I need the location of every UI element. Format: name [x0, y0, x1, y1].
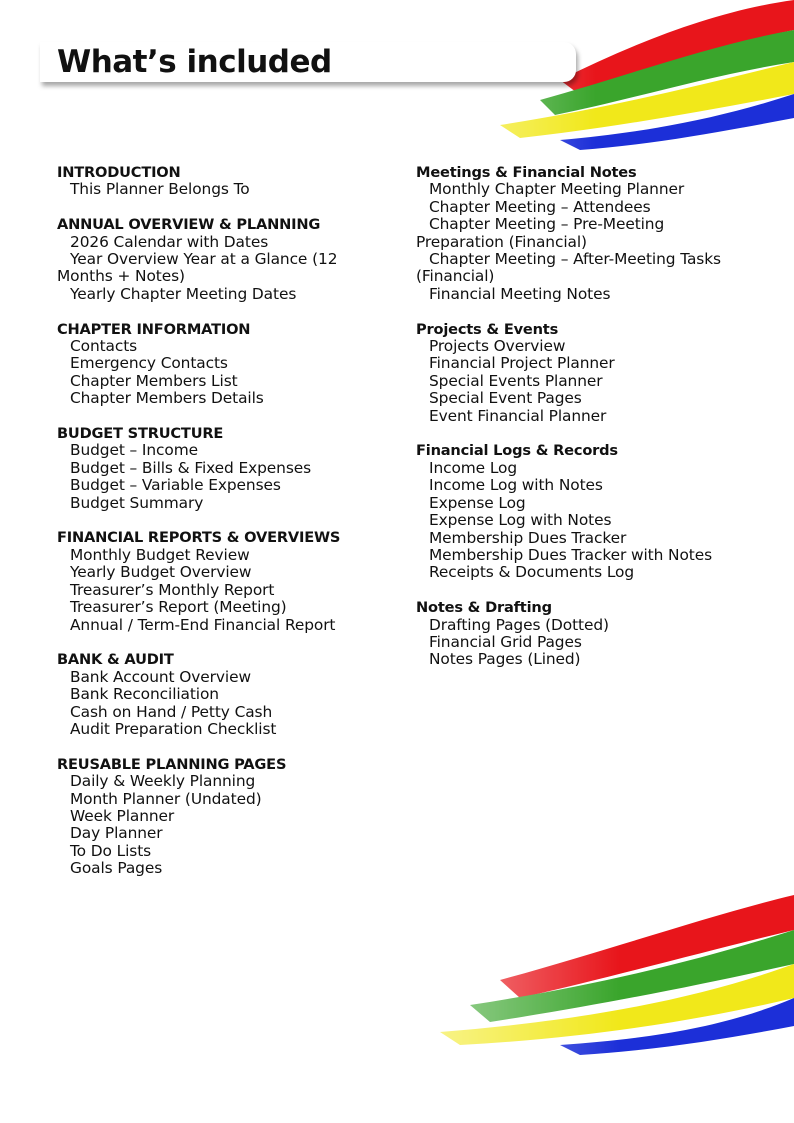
list-item: Monthly Budget Review — [70, 545, 250, 564]
section-heading: CHAPTER INFORMATION — [57, 320, 251, 338]
list-item: Drafting Pages (Dotted) — [429, 615, 609, 634]
list-item: Chapter Members Details — [70, 389, 264, 408]
list-item: Income Log — [429, 458, 518, 477]
list-item: Month Planner (Undated) — [70, 789, 262, 808]
section-heading: ANNUAL OVERVIEW & PLANNING — [57, 216, 321, 234]
list-item: Emergency Contacts — [70, 354, 228, 373]
list-item: Budget Summary — [70, 493, 204, 512]
list-item: Bank Reconciliation — [70, 685, 219, 704]
list-item: Special Event Pages — [429, 389, 582, 408]
section-heading: Meetings & Financial Notes — [416, 164, 637, 181]
section-financial-logs-records — [416, 442, 756, 581]
list-item: Day Planner — [70, 824, 163, 843]
section-heading: Financial Logs & Records — [416, 442, 618, 460]
list-item: Receipts & Documents Log — [429, 563, 635, 582]
list-item: Expense Log — [429, 493, 526, 512]
list-item: Annual / Term-End Financial Report — [70, 615, 336, 634]
list-item: Chapter Members List — [70, 371, 238, 390]
section-financial-reports-overviews — [57, 529, 367, 633]
section-heading: REUSABLE PLANNING PAGES — [57, 755, 287, 773]
right-column — [416, 164, 756, 686]
section-heading: INTRODUCTION — [57, 164, 181, 181]
list-item: Financial Meeting Notes — [429, 284, 611, 303]
list-item: To Do Lists — [70, 841, 152, 860]
list-item: Daily & Weekly Planning — [70, 772, 256, 791]
list-item: Budget – Bills & Fixed Expenses — [70, 458, 312, 477]
list-item: Notes Pages (Lined) — [429, 650, 581, 669]
list-item: Week Planner — [70, 806, 175, 825]
section-heading: FINANCIAL REPORTS & OVERVIEWS — [57, 529, 341, 547]
section-heading: BANK & AUDIT — [57, 651, 174, 669]
list-item: Chapter Meeting – Attendees — [429, 197, 651, 216]
list-item: Chapter Meeting – After-Meeting Tasks (Financial) — [416, 250, 721, 286]
list-item: Treasurer’s Monthly Report — [70, 580, 275, 599]
list-item: Budget – Variable Expenses — [70, 476, 281, 495]
list-item: Membership Dues Tracker — [429, 528, 627, 547]
left-column — [57, 164, 367, 895]
list-item: Goals Pages — [70, 859, 163, 878]
list-item: Treasurer’s Report (Meeting) — [70, 598, 287, 617]
list-item: Chapter Meeting – Pre-Meeting Preparation (Financial) — [416, 215, 665, 251]
rainbow-swoosh-bottom — [0, 880, 794, 1070]
section-meetings-financial-notes — [416, 164, 756, 303]
list-item: Event Financial Planner — [429, 406, 607, 425]
list-item: Monthly Chapter Meeting Planner — [429, 180, 685, 199]
list-item: Yearly Chapter Meeting Dates — [70, 284, 297, 303]
section-heading: BUDGET STRUCTURE — [57, 425, 224, 443]
list-item: Membership Dues Tracker with Notes — [429, 545, 713, 564]
list-item: Income Log with Notes — [429, 476, 603, 495]
section-heading: Projects & Events — [416, 320, 559, 338]
list-item: Bank Account Overview — [70, 667, 251, 686]
list-item: Year Overview Year at a Glance (12 Months + Notes) — [57, 250, 338, 286]
list-item: Expense Log with Notes — [429, 511, 612, 530]
list-item: This Planner Belongs To — [70, 180, 250, 199]
section-annual-overview-planning — [57, 216, 367, 303]
list-item: Cash on Hand / Petty Cash — [70, 702, 273, 721]
section-bank-audit — [57, 651, 367, 738]
section-reusable-planning-pages — [57, 756, 367, 878]
list-item: Audit Preparation Checklist — [70, 719, 277, 738]
section-projects-events — [416, 321, 756, 425]
section-heading: Notes & Drafting — [416, 599, 552, 617]
section-chapter-information — [57, 321, 367, 408]
page-title: What’s included — [57, 44, 332, 80]
section-introduction — [57, 164, 367, 199]
list-item: Financial Grid Pages — [429, 632, 582, 651]
list-item: Contacts — [70, 337, 138, 356]
list-item: Financial Project Planner — [429, 354, 615, 373]
rainbow-swoosh-top — [0, 0, 794, 170]
list-item: Projects Overview — [429, 337, 566, 356]
list-item: Yearly Budget Overview — [70, 563, 252, 582]
list-item: 2026 Calendar with Dates — [70, 232, 269, 251]
list-item: Special Events Planner — [429, 371, 603, 390]
list-item: Budget – Income — [70, 441, 198, 460]
section-notes-drafting — [416, 599, 756, 669]
section-budget-structure — [57, 425, 367, 512]
